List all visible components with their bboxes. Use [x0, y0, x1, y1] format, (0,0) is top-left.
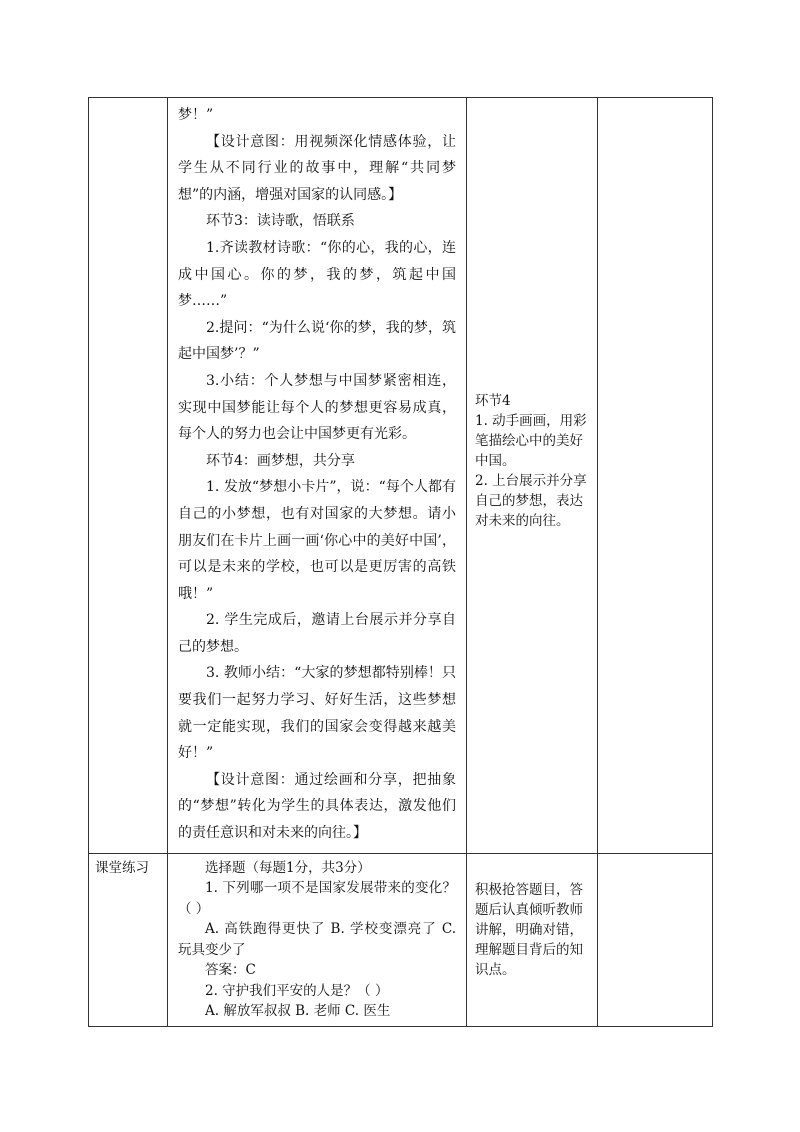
paragraph: 2. 学生完成后，邀请上台展示并分享自己的梦想。 [178, 612, 456, 655]
paragraph: 1.齐读教材诗歌：“你的心，我的心，连成中国心。你的梦，我的梦，筑起中国梦……” [178, 239, 456, 310]
answer: 答案：C [205, 962, 256, 979]
design-intent: 【设计意图：用视频深化情感体验，让学生从不同行业的故事中，理解“共同梦想”的内涵，增强对国家的认同感。】 [178, 133, 456, 203]
exercise-heading: 选择题（每题1分，共3分） [205, 859, 371, 876]
question: 2. 守护我们平安的人是？（ ） [205, 982, 389, 999]
section-heading: 环节4：画梦想，共分享 [206, 452, 355, 469]
stage-label: 课堂练习 [95, 859, 149, 876]
design-intent: 【设计意图：通过绘画和分享，把抽象的“梦想”转化为学生的具体表达，激发他们的责任意识和对未来的向往。】 [178, 771, 456, 842]
paragraph: 3. 教师小结：“大家的梦想都特别棒！只要我们一起努力学习、好好生活，这些梦想就一定能实现，我们的国家会变得越来越美好！” [178, 665, 456, 762]
paragraph: 2.提问：“为什么说‘你的梦，我的梦，筑起中国梦’？” [178, 319, 456, 363]
student-section-heading: 环节4 [475, 393, 511, 409]
table-row [89, 853, 713, 1026]
notes-cell [598, 98, 713, 854]
lesson-plan-table [88, 97, 713, 1027]
student-activity-cell [467, 853, 598, 1026]
student-activity-item: 1. 动手画画，用彩笔描绘心中的美好中国。 [475, 413, 587, 469]
stage-label-cell [89, 853, 168, 1026]
question: 1. 下列哪一项不是国家发展带来的变化？（ ） [178, 880, 456, 917]
paragraph: 3.小结：个人梦想与中国梦紧密相连，实现中国梦能让每个人的梦想更容易成真，每个人的努力也会让中国梦更有光彩。 [178, 372, 456, 443]
question-options: A. 解放军叔叔 B. 老师 C. 医生 [205, 1003, 391, 1020]
teacher-activity-cell [168, 98, 467, 854]
notes-cell [598, 853, 713, 1026]
student-activity-item: 2. 上台展示并分享自己的梦想，表达对未来的向往。 [475, 473, 587, 529]
section-heading: 环节3：读诗歌，悟联系 [206, 213, 355, 230]
question-options: A. 高铁跑得更快了 B. 学校变漂亮了 C. 玩具变少了 [178, 921, 456, 958]
student-activity-text: 积极抢答题目，答题后认真倾听教师讲解，明确对错，理解题目背后的知识点。 [475, 881, 583, 978]
stage-label [89, 98, 167, 106]
student-activity-cell [467, 98, 598, 854]
paragraph: 1. 发放“梦想小卡片”，说：“每个人都有自己的小梦想，也有对国家的大梦想。请小朋友们在卡片上画一画‘你心中的美好中国’，可以是未来的学校，也可以是更厉害的高铁哦！” [178, 479, 456, 602]
stage-label-cell [89, 98, 168, 854]
exercise-cell [168, 853, 467, 1026]
paragraph: 梦！” [178, 107, 214, 123]
table-row [89, 98, 713, 854]
